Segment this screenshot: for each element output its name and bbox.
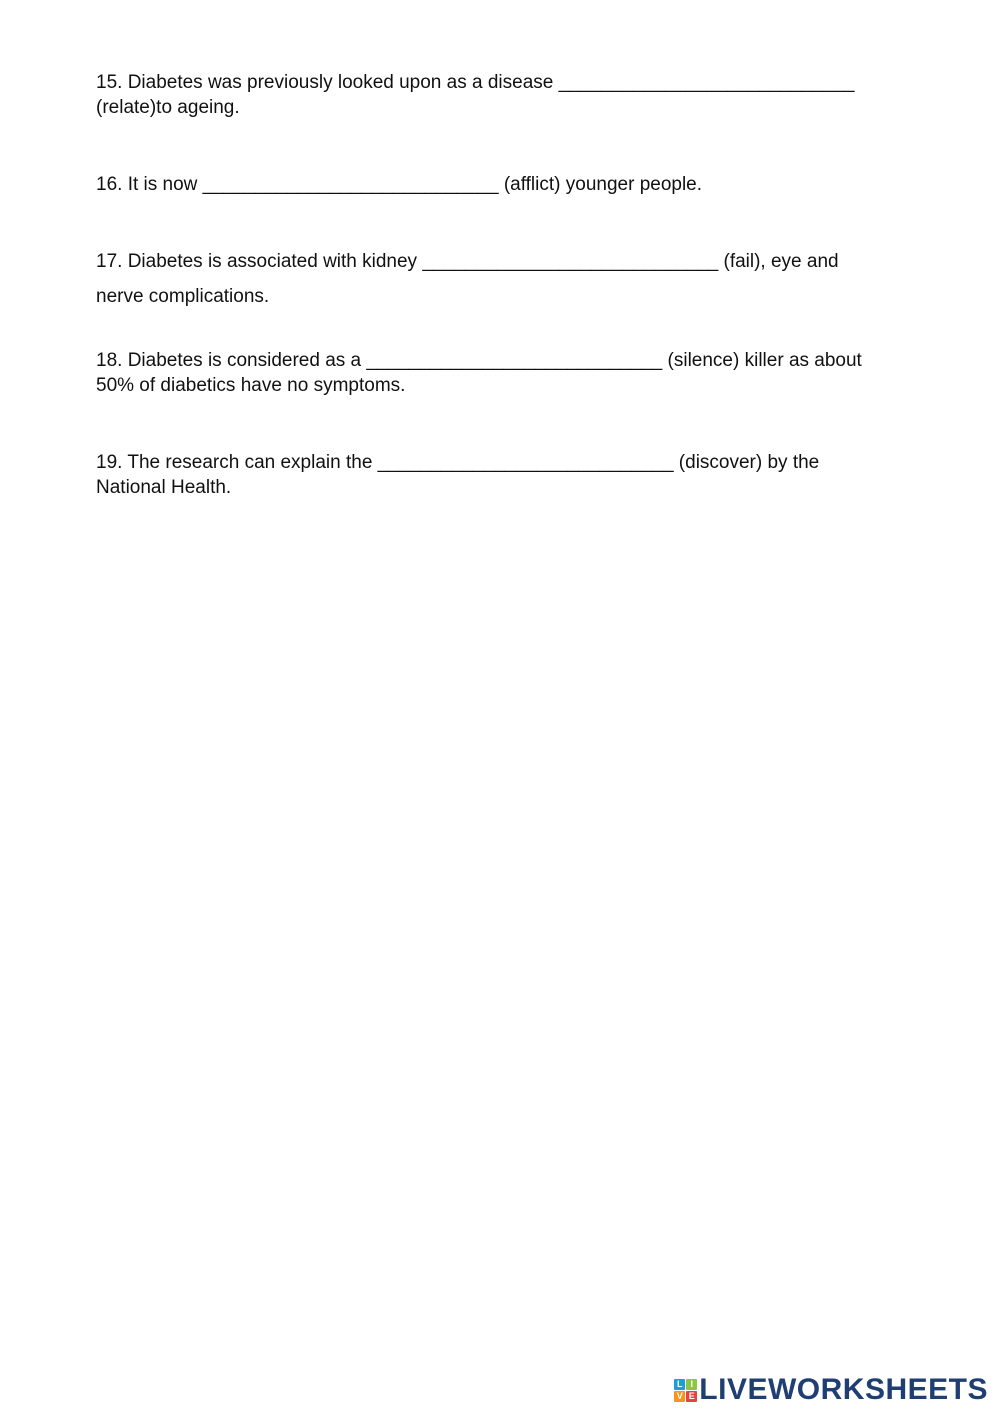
live-grid-icon (674, 1379, 697, 1402)
question-18-line-1: 18. Diabetes is considered as a ____________________________ (silence) killer as about (96, 350, 862, 371)
question-19 (96, 450, 911, 500)
question-16-line-1: 16. It is now ____________________________ (afflict) younger people. (96, 174, 703, 195)
logo-letter-e: E (686, 1391, 697, 1402)
question-15-line-1: 15. Diabetes was previously looked upon as a disease ____________________________ (96, 72, 855, 93)
question-18-line-2: 50% of diabetics have no symptoms. (96, 375, 406, 396)
brand-text: LIVEWORKSHEETS (699, 1373, 988, 1406)
logo-letter-i: I (686, 1379, 697, 1390)
question-15 (96, 70, 911, 120)
question-17 (96, 249, 911, 309)
logo-letter-l: L (674, 1379, 685, 1390)
question-16 (96, 172, 911, 197)
question-17-line-2: nerve complications. (96, 286, 270, 307)
question-17-line-1: 17. Diabetes is associated with kidney ____________________________ (fail), eye and (96, 251, 839, 272)
liveworksheets-logo (674, 1374, 988, 1406)
question-19-line-1: 19. The research can explain the ____________________________ (discover) by the (96, 452, 820, 473)
question-18 (96, 348, 911, 398)
logo-letter-v: V (674, 1391, 685, 1402)
question-15-line-2: (relate)to ageing. (96, 97, 240, 118)
question-19-line-2: National Health. (96, 477, 232, 498)
